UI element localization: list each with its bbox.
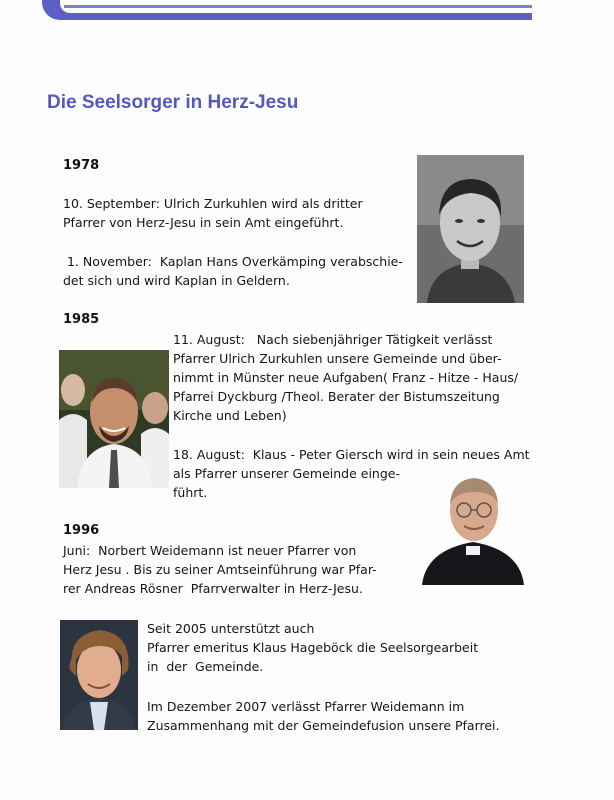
header-bar-line (64, 5, 532, 8)
portrait-giersch-group-photo (59, 350, 169, 488)
entry-text: 18. August: Klaus - Peter Giersch wird in sein neues Amt als Pfarrer unserer Gemeinde einge- führt. (173, 447, 530, 500)
entry-text: 11. August: Nach siebenjähriger Tätigkeit verlässt Pfarrer Ulrich Zurkuhlen unsere Gemeinde und über- nimmt in Münster neue Aufgaben( Franz - Hitze - Haus/ Pfarrei Dyckburg /Theol. Berater der Bistumszeitung Kirche und Leben) (173, 332, 519, 423)
page-title: Die Seelsorger in Herz-Jesu (47, 92, 299, 113)
portrait-weidemann-photo (418, 470, 528, 585)
entry-text: Seit 2005 unterstützt auch Pfarrer emeritus Klaus Hageböck die Seelsorgearbeit in der Gemeinde. (147, 621, 479, 674)
entry-text: Juni: Norbert Weidemann ist neuer Pfarrer von Herz Jesu . Bis zu seiner Amtseinführung war Pfar- rer Andreas Rösner Pfarrverwalter in Herz-Jesu. (63, 543, 377, 596)
year-heading: 1985 (63, 312, 100, 327)
portrait-zurkuhlen-photo (417, 155, 524, 303)
entry-text: 1. November: Kaplan Hans Overkämping verabschie- det sich und wird Kaplan in Geldern. (63, 254, 403, 288)
entry-text: Im Dezember 2007 verlässt Pfarrer Weidemann im Zusammenhang mit der Gemeindefusion unsere Pfarrei. (147, 699, 500, 733)
portrait-hageboeck-photo (60, 620, 138, 730)
entry-text: 10. September: Ulrich Zurkuhlen wird als dritter Pfarrer von Herz-Jesu in sein Amt eingeführt. (63, 196, 363, 230)
year-heading: 1996 (63, 523, 100, 538)
year-heading: 1978 (63, 158, 100, 173)
